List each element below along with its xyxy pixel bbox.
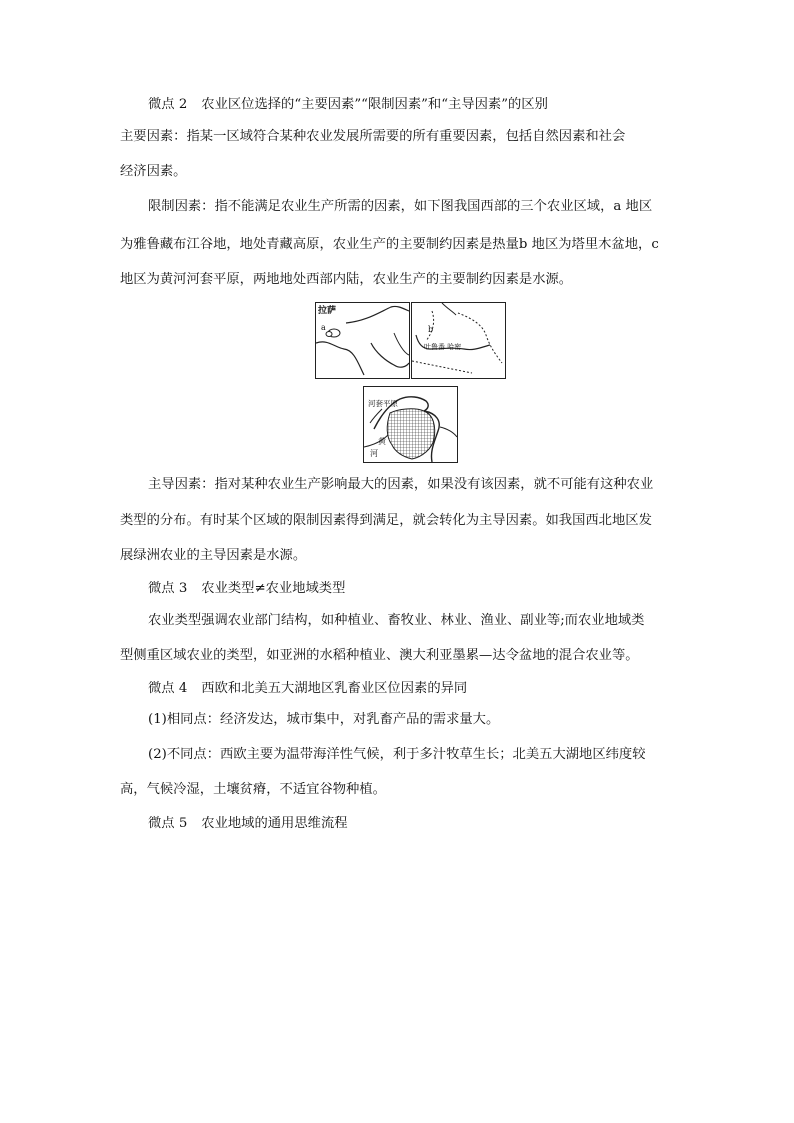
map-a-label-a: a [321, 323, 326, 332]
map-c-hetao-plain [363, 386, 458, 463]
map-c-label-hetao: 河套平原 [368, 399, 398, 408]
map-c-label-huang: 黄 [378, 437, 386, 446]
map-a-label-lhasa: 拉萨 [318, 306, 337, 316]
limit-factor-line-3: 地区为黄河河套平原，两地地处西部内陆，农业生产的主要制约因素是水源。 [120, 272, 573, 287]
dominant-factor-line-3: 展绿洲农业的主导因素是水源。 [120, 548, 307, 563]
map-b-label-b: b [428, 325, 434, 334]
section2-heading-text: 农业区位选择的“主要因素”“限制因素”和“主导因素”的区别 [201, 97, 548, 112]
map-a-yarlung-valley [315, 302, 410, 379]
section2-heading-num: 微点 2 [148, 97, 188, 112]
section2-heading [148, 96, 548, 114]
section5-heading [148, 815, 348, 833]
section4-heading [148, 680, 467, 698]
map-c-label-he: 河 [370, 449, 378, 458]
section3-body-line-1: 农业类型强调农业部门结构，如种植业、畜牧业、林业、渔业、副业等;而农业地域类 [148, 613, 645, 628]
section3-heading-text: 农业类型≠农业地域类型 [201, 581, 346, 596]
section3-heading-num: 微点 3 [148, 581, 188, 596]
section4-heading-text: 西欧和北美五大湖地区乳畜业区位因素的异同 [201, 681, 468, 696]
section5-heading-num: 微点 5 [148, 816, 188, 831]
limit-factor-line-1: 限制因素：指不能满足农业生产所需的因素，如下图我国西部的三个农业区域，a 地区 [148, 199, 653, 214]
section5-heading-text: 农业地域的通用思维流程 [201, 816, 348, 831]
section4-diff-line-2: 高，气候冷湿，土壤贫瘠，不适宜谷物种植。 [120, 782, 386, 797]
main-factor-line-1: 主要因素：指某一区域符合某种农业发展所需要的所有重要因素，包括自然因素和社会 [120, 129, 626, 144]
main-factor-line-2: 经济因素。 [120, 164, 187, 179]
section3-heading [148, 580, 345, 598]
section4-heading-num: 微点 4 [148, 681, 188, 696]
limit-factor-line-2: 为雅鲁藏布江谷地，地处青藏高原，农业生产的主要制约因素是热量b 地区为塔里木盆地，c [120, 237, 659, 252]
map-b-drawing [412, 303, 505, 378]
section3-body-line-2: 型侧重区域农业的类型，如亚洲的水稻种植业、澳大利亚墨累—达令盆地的混合农业等。 [120, 648, 639, 663]
map-b-label-turpan-hami: 吐鲁番 哈密 [424, 343, 462, 351]
map-b-tarim-basin [411, 302, 506, 379]
section4-same-point: (1)相同点：经济发达，城市集中，对乳畜产品的需求量大。 [148, 712, 500, 727]
section4-diff-line-1: (2)不同点：西欧主要为温带海洋性气候，利于多汁牧草生长；北美五大湖地区纬度较 [148, 747, 646, 762]
dominant-factor-line-1: 主导因素：指对某种农业生产影响最大的因素，如果没有该因素，就不可能有这种农业 [148, 477, 654, 492]
dominant-factor-line-2: 类型的分布。有时某个区域的限制因素得到满足，就会转化为主导因素。如我国西北地区发 [120, 513, 652, 528]
